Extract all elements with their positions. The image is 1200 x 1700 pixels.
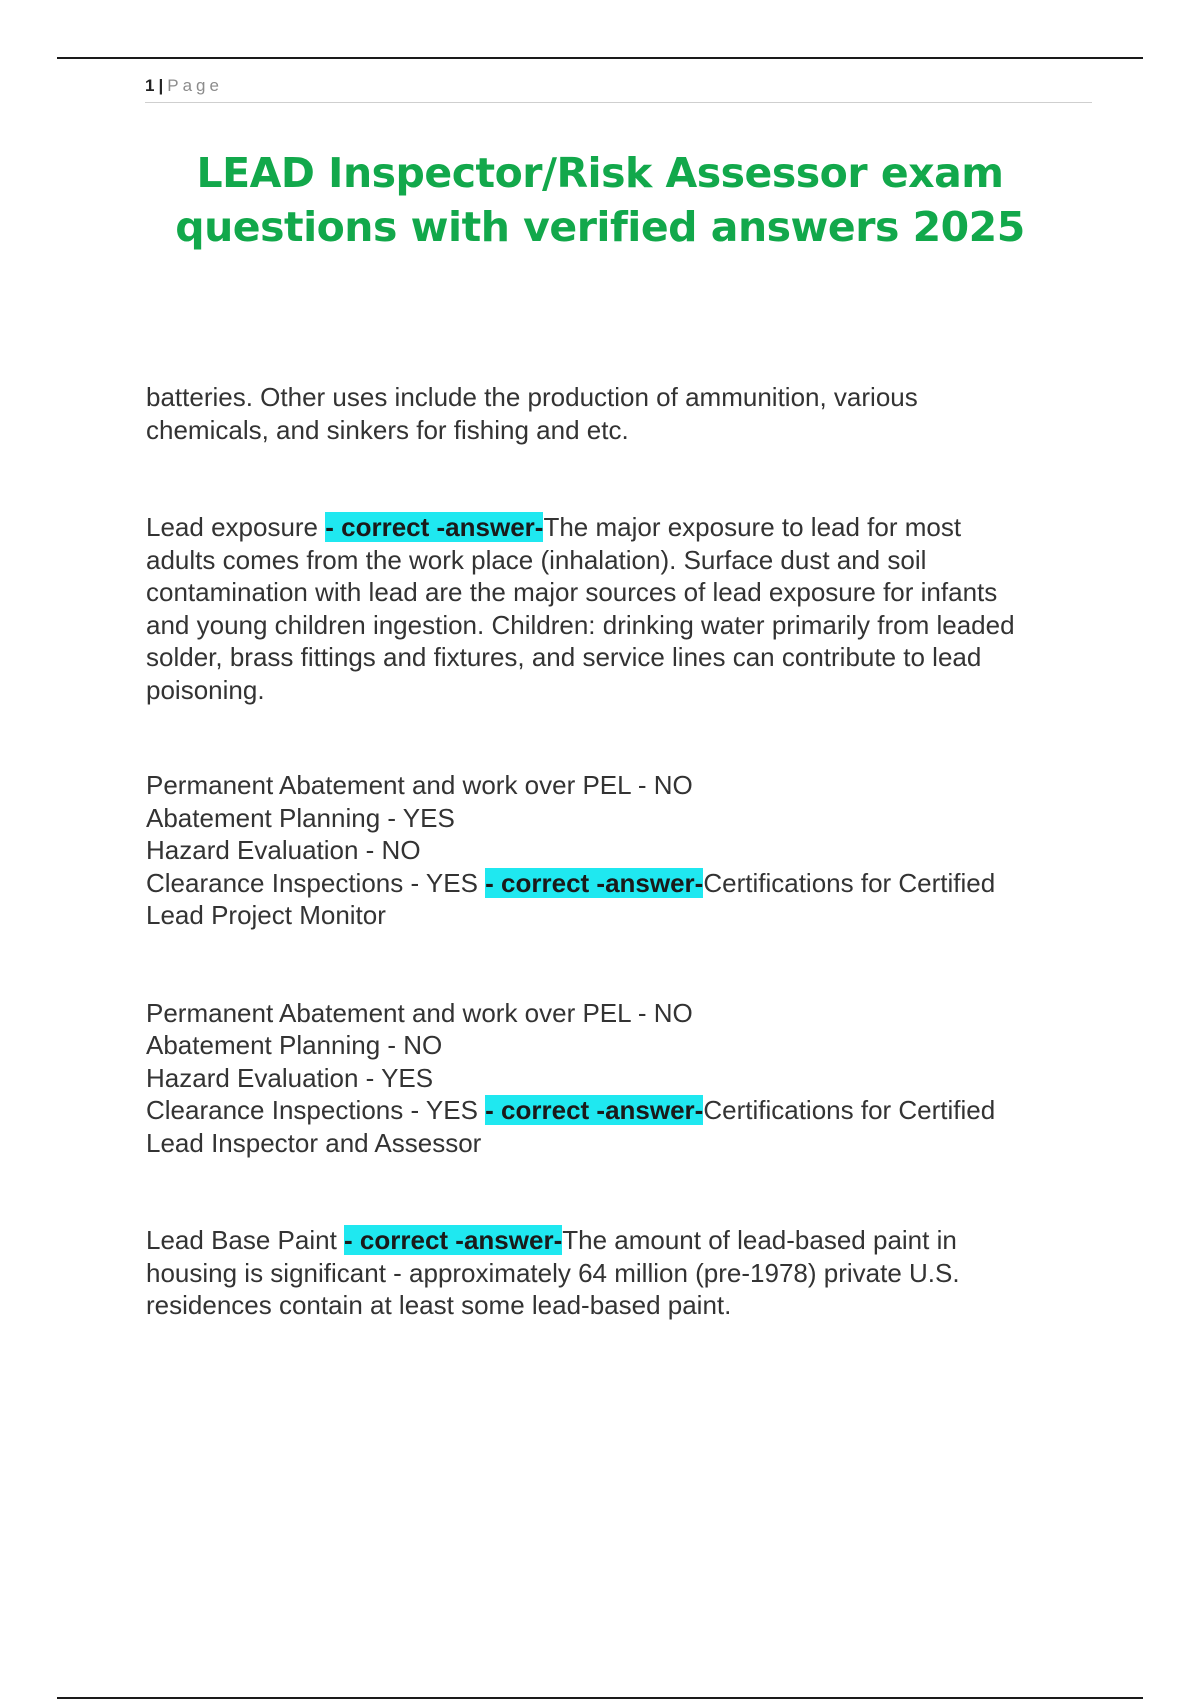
answer-line: housing is significant - approximately 64 million (pre-1978) private U.S. <box>146 1257 960 1288</box>
answer-line: Lead Project Monitor <box>146 900 386 930</box>
page-number: 1 <box>145 76 155 95</box>
text-line: batteries. Other uses include the production of ammunition, various <box>146 382 918 412</box>
question-text: Clearance Inspections - YES <box>146 1095 486 1125</box>
question-line: Permanent Abatement and work over PEL - NO <box>146 997 693 1028</box>
correct-answer-marker: - correct -answer- <box>325 512 544 542</box>
text-line: chemicals, and sinkers for fishing and etc. <box>146 414 629 445</box>
question-text: Lead exposure <box>146 512 326 542</box>
question-line: Hazard Evaluation - NO <box>146 835 421 865</box>
answer-text: The amount of lead-based paint in <box>562 1225 957 1255</box>
answer-text: The major exposure to lead for most <box>543 512 962 542</box>
question-line: Abatement Planning - YES <box>146 802 455 833</box>
qa-lead-base-paint <box>146 1224 1096 1322</box>
page-header <box>145 74 1092 103</box>
title-line-1: LEAD Inspector/Risk Assessor exam <box>196 149 1004 197</box>
answer-text: Certifications for Certified <box>703 1095 996 1125</box>
qa-inspector-assessor <box>146 997 1096 1160</box>
continuation-paragraph <box>146 381 1096 446</box>
question-text: Clearance Inspections - YES <box>146 867 486 898</box>
answer-line: contamination with lead are the major sources of lead exposure for infants <box>146 577 998 607</box>
answer-text: Certifications for Certified <box>703 867 996 898</box>
question-line: Hazard Evaluation - YES <box>146 1062 434 1093</box>
bottom-rule <box>57 1697 1143 1699</box>
answer-line: adults comes from the work place (inhalation). Surface dust and soil <box>146 544 927 575</box>
question-text: Lead Base Paint <box>146 1225 345 1255</box>
answer-line: and young children ingestion. Children: drinking water primarily from leaded <box>146 609 1015 640</box>
correct-answer-marker: - correct -answer- <box>485 1095 704 1125</box>
page-separator: | <box>158 76 164 95</box>
answer-line: poisoning. <box>146 674 265 705</box>
qa-lead-exposure <box>146 511 1096 706</box>
page-word: Page <box>167 76 223 95</box>
answer-line: residences contain at least some lead-based paint. <box>146 1290 732 1320</box>
answer-line: Lead Inspector and Assessor <box>146 1127 482 1158</box>
question-line: Permanent Abatement and work over PEL - NO <box>146 770 693 800</box>
correct-answer-marker: - correct -answer- <box>485 867 704 898</box>
answer-line: solder, brass fittings and fixtures, and service lines can contribute to lead <box>146 642 982 672</box>
document-title <box>100 146 1100 254</box>
qa-project-monitor <box>146 769 1096 932</box>
top-rule <box>57 57 1143 59</box>
document-body <box>146 381 1096 1322</box>
correct-answer-marker: - correct -answer- <box>344 1225 563 1255</box>
title-line-2: questions with verified answers 2025 <box>175 203 1025 251</box>
question-line: Abatement Planning - NO <box>146 1030 443 1060</box>
